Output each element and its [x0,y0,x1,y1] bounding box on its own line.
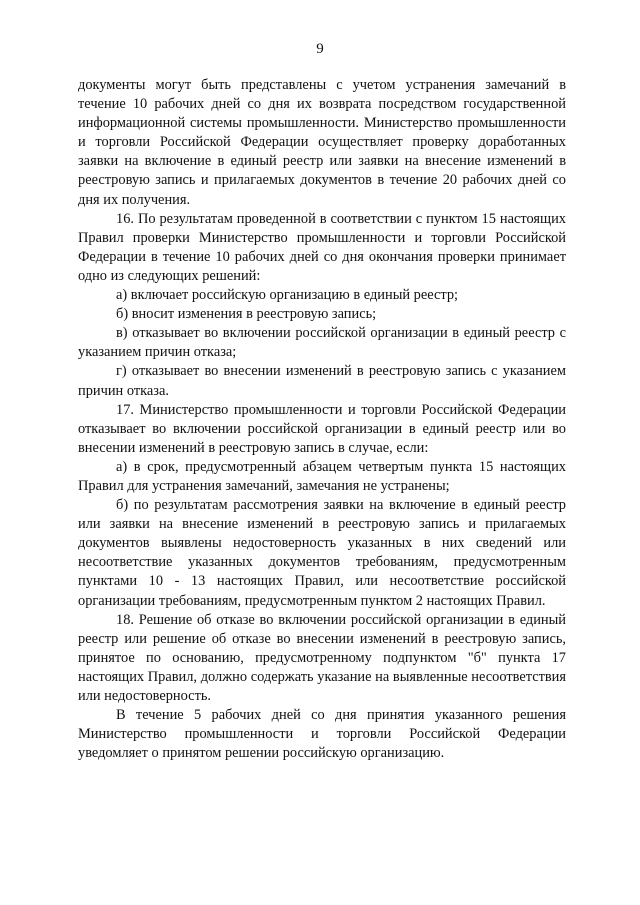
paragraph-continuation: документы могут быть представлены с учетом устранения замечаний в течение 10 рабочих дней со дня их возврата посредством государственной информационной системы промышленности. Министерство промышленности и торговли Российской Федерации осуществляет проверку доработанных заявки на включение в единый реестр или заявки на внесение изменений в реестровую запись и прилагаемых документов в течение 20 рабочих дней со дня их получения. [78,77,566,208]
paragraph-clause-16-v: в) отказывает во включении российской организации в единый реестр с указанием причин отказа; [78,325,566,361]
paragraph-clause-16-g: г) отказывает во внесении изменений в реестровую запись с указанием причин отказа. [78,363,566,399]
paragraph-clause-18: 18. Решение об отказе во включении российской организации в единый реестр или решение об отказе во внесении изменений в реестровую запись, принятое по основанию, предусмотренному подпунктом "б" пункта 17 настоящих Правил, должно содержать указание на выявленные несоответствия или недостоверность. [78,611,566,704]
paragraph-clause-18-notice: В течение 5 рабочих дней со дня принятия указанного решения Министерство промышленности и торговли Российской Федерации уведомляет о принятом решении российскую организацию. [78,707,566,762]
paragraph-clause-17: 17. Министерство промышленности и торговли Российской Федерации отказывает во включении российской организации в единый реестр или во внесении изменений в реестровую запись в случае, если: [78,401,566,456]
paragraph-clause-16: 16. По результатам проведенной в соответствии с пунктом 15 настоящих Правил проверки Министерство промышленности и торговли Российской Федерации в течение 10 рабочих дней со дня окончания проверки принимает одно из следующих решений: [78,210,566,284]
paragraph-clause-16-a: а) включает российскую организацию в единый реестр; [116,287,459,304]
paragraph-clause-16-b: б) вносит изменения в реестровую запись; [116,306,377,323]
paragraph-clause-17-a: а) в срок, предусмотренный абзацем четвертым пункта 15 настоящих Правил для устранения замечаний, замечания не устранены; [78,458,566,494]
paragraph-clause-17-b: б) по результатам рассмотрения заявки на включение в единый реестр или заявки на внесение изменений в реестровую запись и прилагаемых документов выявлены недостоверность указанных в них сведений или несоответствие указанных документов требованиям, предусмотренным пунктами 10 - 13 настоящих Правил, или несоответствие российской организации требованиям, предусмотренным пунктом 2 настоящих Правил. [78,497,566,609]
document-body [78,76,566,763]
page-number: 9 [316,41,324,57]
